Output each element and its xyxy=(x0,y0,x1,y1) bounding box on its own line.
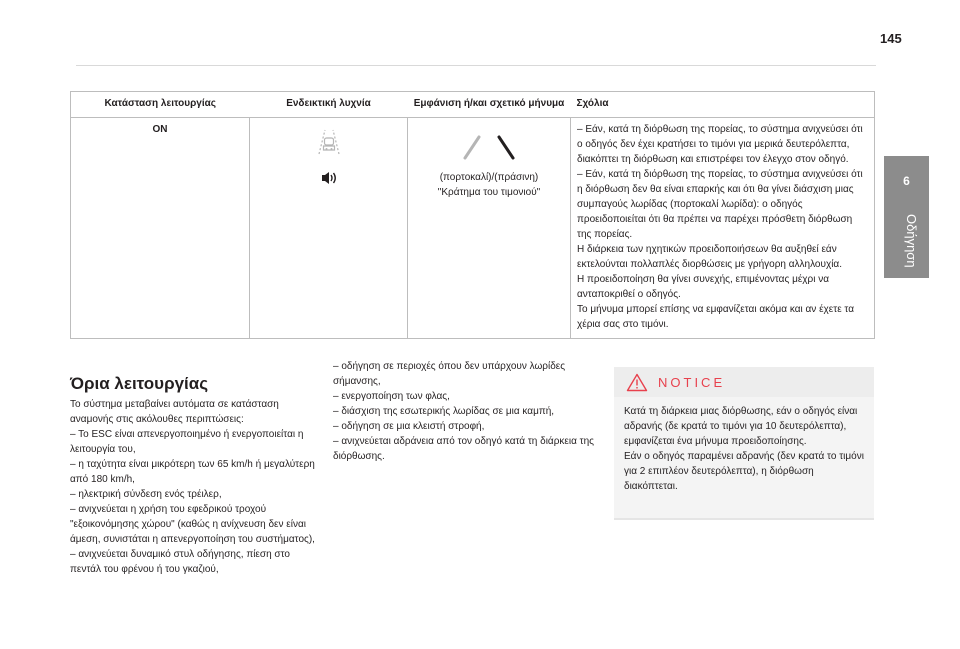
header-indicator: Ενδεικτική λυχνία xyxy=(250,92,408,118)
comment-paragraph: – Εάν, κατά τη διόρθωση της πορείας, το σύστημα ανιχνεύσει ότι η διόρθωση δεν θα είναι επαρκής και ότι θα γίνει διάσχιση μιας συμπαγούς λωρίδας (πορτοκαλί λωρίδα): ο οδηγός προειδοποιείται ότι θα πρέπει να παρέχει πρόσθετη διόρθωση της πορείας. xyxy=(577,169,863,240)
audible-alert-icon xyxy=(321,170,337,186)
status-table xyxy=(70,91,875,339)
header-display: Εμφάνιση ή/και σχετικό μήνυμα xyxy=(408,92,571,118)
list-item: – Το ESC είναι απενεργοποιημένο ή ενεργοποιείται η λειτουργία του, xyxy=(70,429,304,455)
list-item: – η ταχύτητα είναι μικρότερη των 65 km/h ή μεγαλύτερη από 180 km/h, xyxy=(70,459,315,485)
comment-paragraph: Η διάρκεια των ηχητικών προειδοποιήσεων θα αυξηθεί εάν εκτελούνται πολλαπλές διορθώσεις με γρήγορη αλληλουχία. xyxy=(577,244,842,270)
left-column xyxy=(70,397,320,577)
chapter-title: Οδήγηση xyxy=(904,214,919,268)
display-caption-message: "Κράτημα του τιμονιού" xyxy=(437,187,541,198)
notice-paragraph: Εάν ο οδηγός παραμένει αδρανής (δεν κρατά το τιμόνι για 2 επιπλέον δευτερόλεπτα), η διόρθωση διακόπτεται. xyxy=(624,451,864,492)
list-item: – ανιχνεύεται δυναμικό στυλ οδήγησης, πίεση στο πεντάλ του φρένου ή του γκαζιού, xyxy=(70,549,290,575)
page-number: 145 xyxy=(880,31,902,46)
display-caption-colors: (πορτοκαλί)/(πράσινη) xyxy=(439,172,539,183)
lane-line-left-icon xyxy=(462,134,482,160)
comment-paragraph: – Εάν, κατά τη διόρθωση της πορείας, το σύστημα ανιχνεύσει ότι ο οδηγός δεν έχει κρατήσει το τιμόνι για μερικά δευτερόλεπτα, διακόπτει τη διόρθωση και επιστρέφει τον έλεγχο στον οδηγό. xyxy=(577,124,863,165)
status-cell: ON xyxy=(71,118,250,339)
list-item: – ενεργοποίηση των φλας, xyxy=(333,391,450,402)
table-row xyxy=(71,118,875,339)
list-item: – οδήγηση σε μια κλειστή στροφή, xyxy=(333,421,485,432)
comment-paragraph: Το μήνυμα μπορεί επίσης να εμφανίζεται ακόμα και αν έχετε τα χέρια σας στο τιμόνι. xyxy=(577,304,855,330)
lane-line-right-icon xyxy=(496,134,516,160)
chapter-title-wrap xyxy=(888,178,928,278)
comments-cell xyxy=(571,118,875,339)
table-header-row xyxy=(71,92,875,118)
notice-paragraph: Κατά τη διάρκεια μιας διόρθωσης, εάν ο οδηγός είναι αδρανής (δε κρατά το τιμόνι για 10 δευτερόλεπτα), εμφανίζεται ένα μήνυμα προειδοποίησης. xyxy=(624,406,858,447)
list-item: – διάσχιση της εσωτερικής λωρίδας σε μια καμπή, xyxy=(333,406,555,417)
list-item: – ηλεκτρική σύνδεση ενός τρέιλερ, xyxy=(70,489,222,500)
header-status: Κατάσταση λειτουργίας xyxy=(71,92,250,118)
display-cell xyxy=(408,118,571,339)
list-item: – οδήγηση σε περιοχές όπου δεν υπάρχουν λωρίδες σήμανσης, xyxy=(333,361,566,387)
middle-column xyxy=(333,359,603,464)
top-rule xyxy=(76,65,876,66)
notice-title: NOTICE xyxy=(658,374,726,390)
header-comments: Σχόλια xyxy=(571,92,875,118)
section-heading: Όρια λειτουργίας xyxy=(70,374,209,393)
warning-triangle-icon xyxy=(626,373,648,392)
notice-body xyxy=(614,397,874,501)
chapter-number: 6 xyxy=(903,174,910,188)
indicator-cell xyxy=(250,118,408,339)
list-item: – ανιχνεύεται η χρήση του εφεδρικού τροχού "εξοικονόμησης χώρου" (καθώς η ανίχνευση δεν είναι άμεση, συνιστάται η απενεργοποίηση του συστήματος), xyxy=(70,504,315,545)
notice-box xyxy=(614,367,874,520)
section-intro: Το σύστημα μεταβαίνει αυτόματα σε κατάσταση αναμονής στις ακόλουθες περιπτώσεις: xyxy=(70,399,279,425)
comment-paragraph: Η προειδοποίηση θα γίνει συνεχής, επιμένοντας μέχρι να ανταποκριθεί ο οδηγός. xyxy=(577,274,830,300)
list-item: – ανιχνεύεται αδράνεια από τον οδηγό κατά τη διάρκεια της διόρθωσης. xyxy=(333,436,594,462)
notice-header xyxy=(614,367,874,397)
lane-keeping-icon xyxy=(314,128,344,156)
